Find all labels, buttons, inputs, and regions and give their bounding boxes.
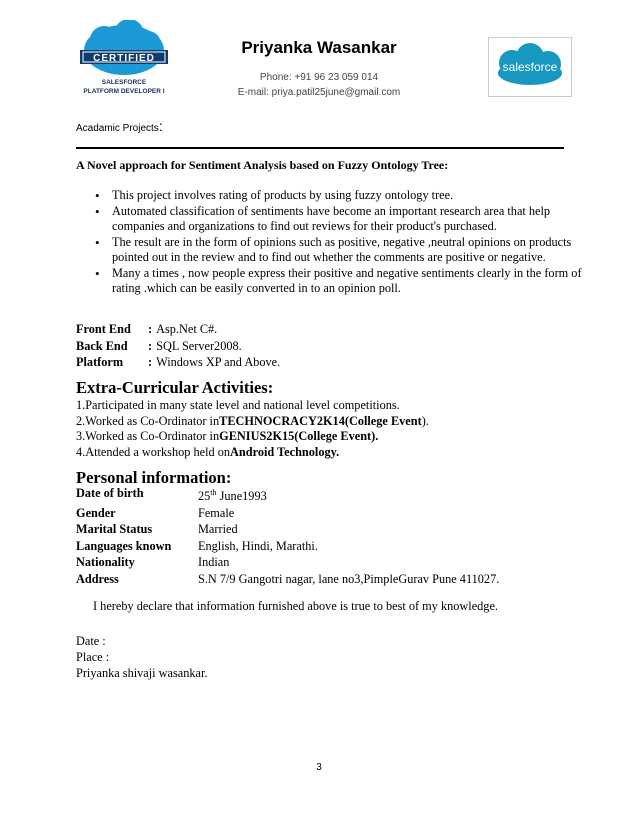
- phone-number: Phone: +91 96 23 059 014: [259, 72, 379, 83]
- personal-info-table: [76, 485, 499, 587]
- declaration-text: I hereby declare that information furnished above is true to best of my knowledge.: [93, 599, 498, 613]
- tech-stack: [76, 321, 280, 371]
- cert-line2: PLATFORM DEVELOPER I: [83, 88, 165, 95]
- personal-row: Marital Status Married: [76, 522, 238, 537]
- signature-block: [76, 633, 207, 681]
- personal-row-dob: Date of birth 25th June1993: [76, 486, 267, 504]
- list-item: 2.Worked as Co-Ordinator inTECHNOCRACY2K14(College Event).: [76, 413, 429, 428]
- page-number: 3: [316, 762, 322, 773]
- extra-curricular-heading: Extra-Curricular Activities:: [76, 378, 274, 397]
- list-item: • Automated classification of sentiments have become an important research area that help companies and organizations to find out reviews for their product's purchased.: [112, 204, 598, 234]
- list-item: 4.Attended a workshop held onAndroid Technology.: [76, 444, 340, 459]
- email-address: E-mail: priya.patil25june@gmail.com: [237, 87, 401, 98]
- personal-info-heading: Personal information:: [76, 468, 232, 487]
- cert-line1: SALESFORCE: [101, 79, 147, 86]
- tech-row-platform: Platform : Windows XP and Above.: [76, 355, 281, 369]
- cert-badge-text: CERTIFIED: [93, 53, 155, 64]
- candidate-name: Priyanka Wasankar: [241, 38, 397, 57]
- tech-row-front-end: Front End : Asp.Net C#.: [76, 322, 218, 336]
- extra-curricular-list: [76, 398, 429, 460]
- personal-row: Nationality Indian: [76, 555, 230, 570]
- personal-row: Gender Female: [76, 505, 235, 520]
- personal-row: Languages known English, Hindi, Marathi.: [76, 538, 318, 553]
- academic-projects-label: Acadamic Projects:: [76, 118, 163, 134]
- list-item: 3.Worked as Co-Ordinator inGENIUS2K15(College Event).: [76, 429, 379, 443]
- list-item: • Many a times , now people express their positive and negative sentiments clearly in the form of rating .which can be easily converted in to an opinion poll.: [112, 266, 598, 296]
- project-title: A Novel approach for Sentiment Analysis based on Fuzzy Ontology Tree:: [76, 158, 449, 172]
- personal-row: Address S.N 7/9 Gangotri nagar, lane no3,PimpleGurav Pune 411027.: [76, 571, 500, 586]
- list-item: • This project involves rating of products by using fuzzy ontology tree.: [112, 188, 598, 203]
- project-bullet-list: [76, 188, 598, 297]
- list-item: • The result are in the form of opinions such as positive, negative ,neutral opinions on products pointed out in the review and to find out whether the comments are positive or negative.: [112, 235, 598, 265]
- date-line: Date :: [76, 634, 106, 648]
- signature-name: Priyanka shivaji wasankar.: [76, 666, 208, 680]
- section-divider: [76, 147, 564, 149]
- tech-row-back-end: Back End : SQL Server2008.: [76, 338, 242, 353]
- place-line: Place :: [76, 650, 110, 664]
- list-item: 1.Participated in many state level and national level competitions.: [76, 398, 400, 412]
- salesforce-logo-text: salesforce: [502, 60, 558, 74]
